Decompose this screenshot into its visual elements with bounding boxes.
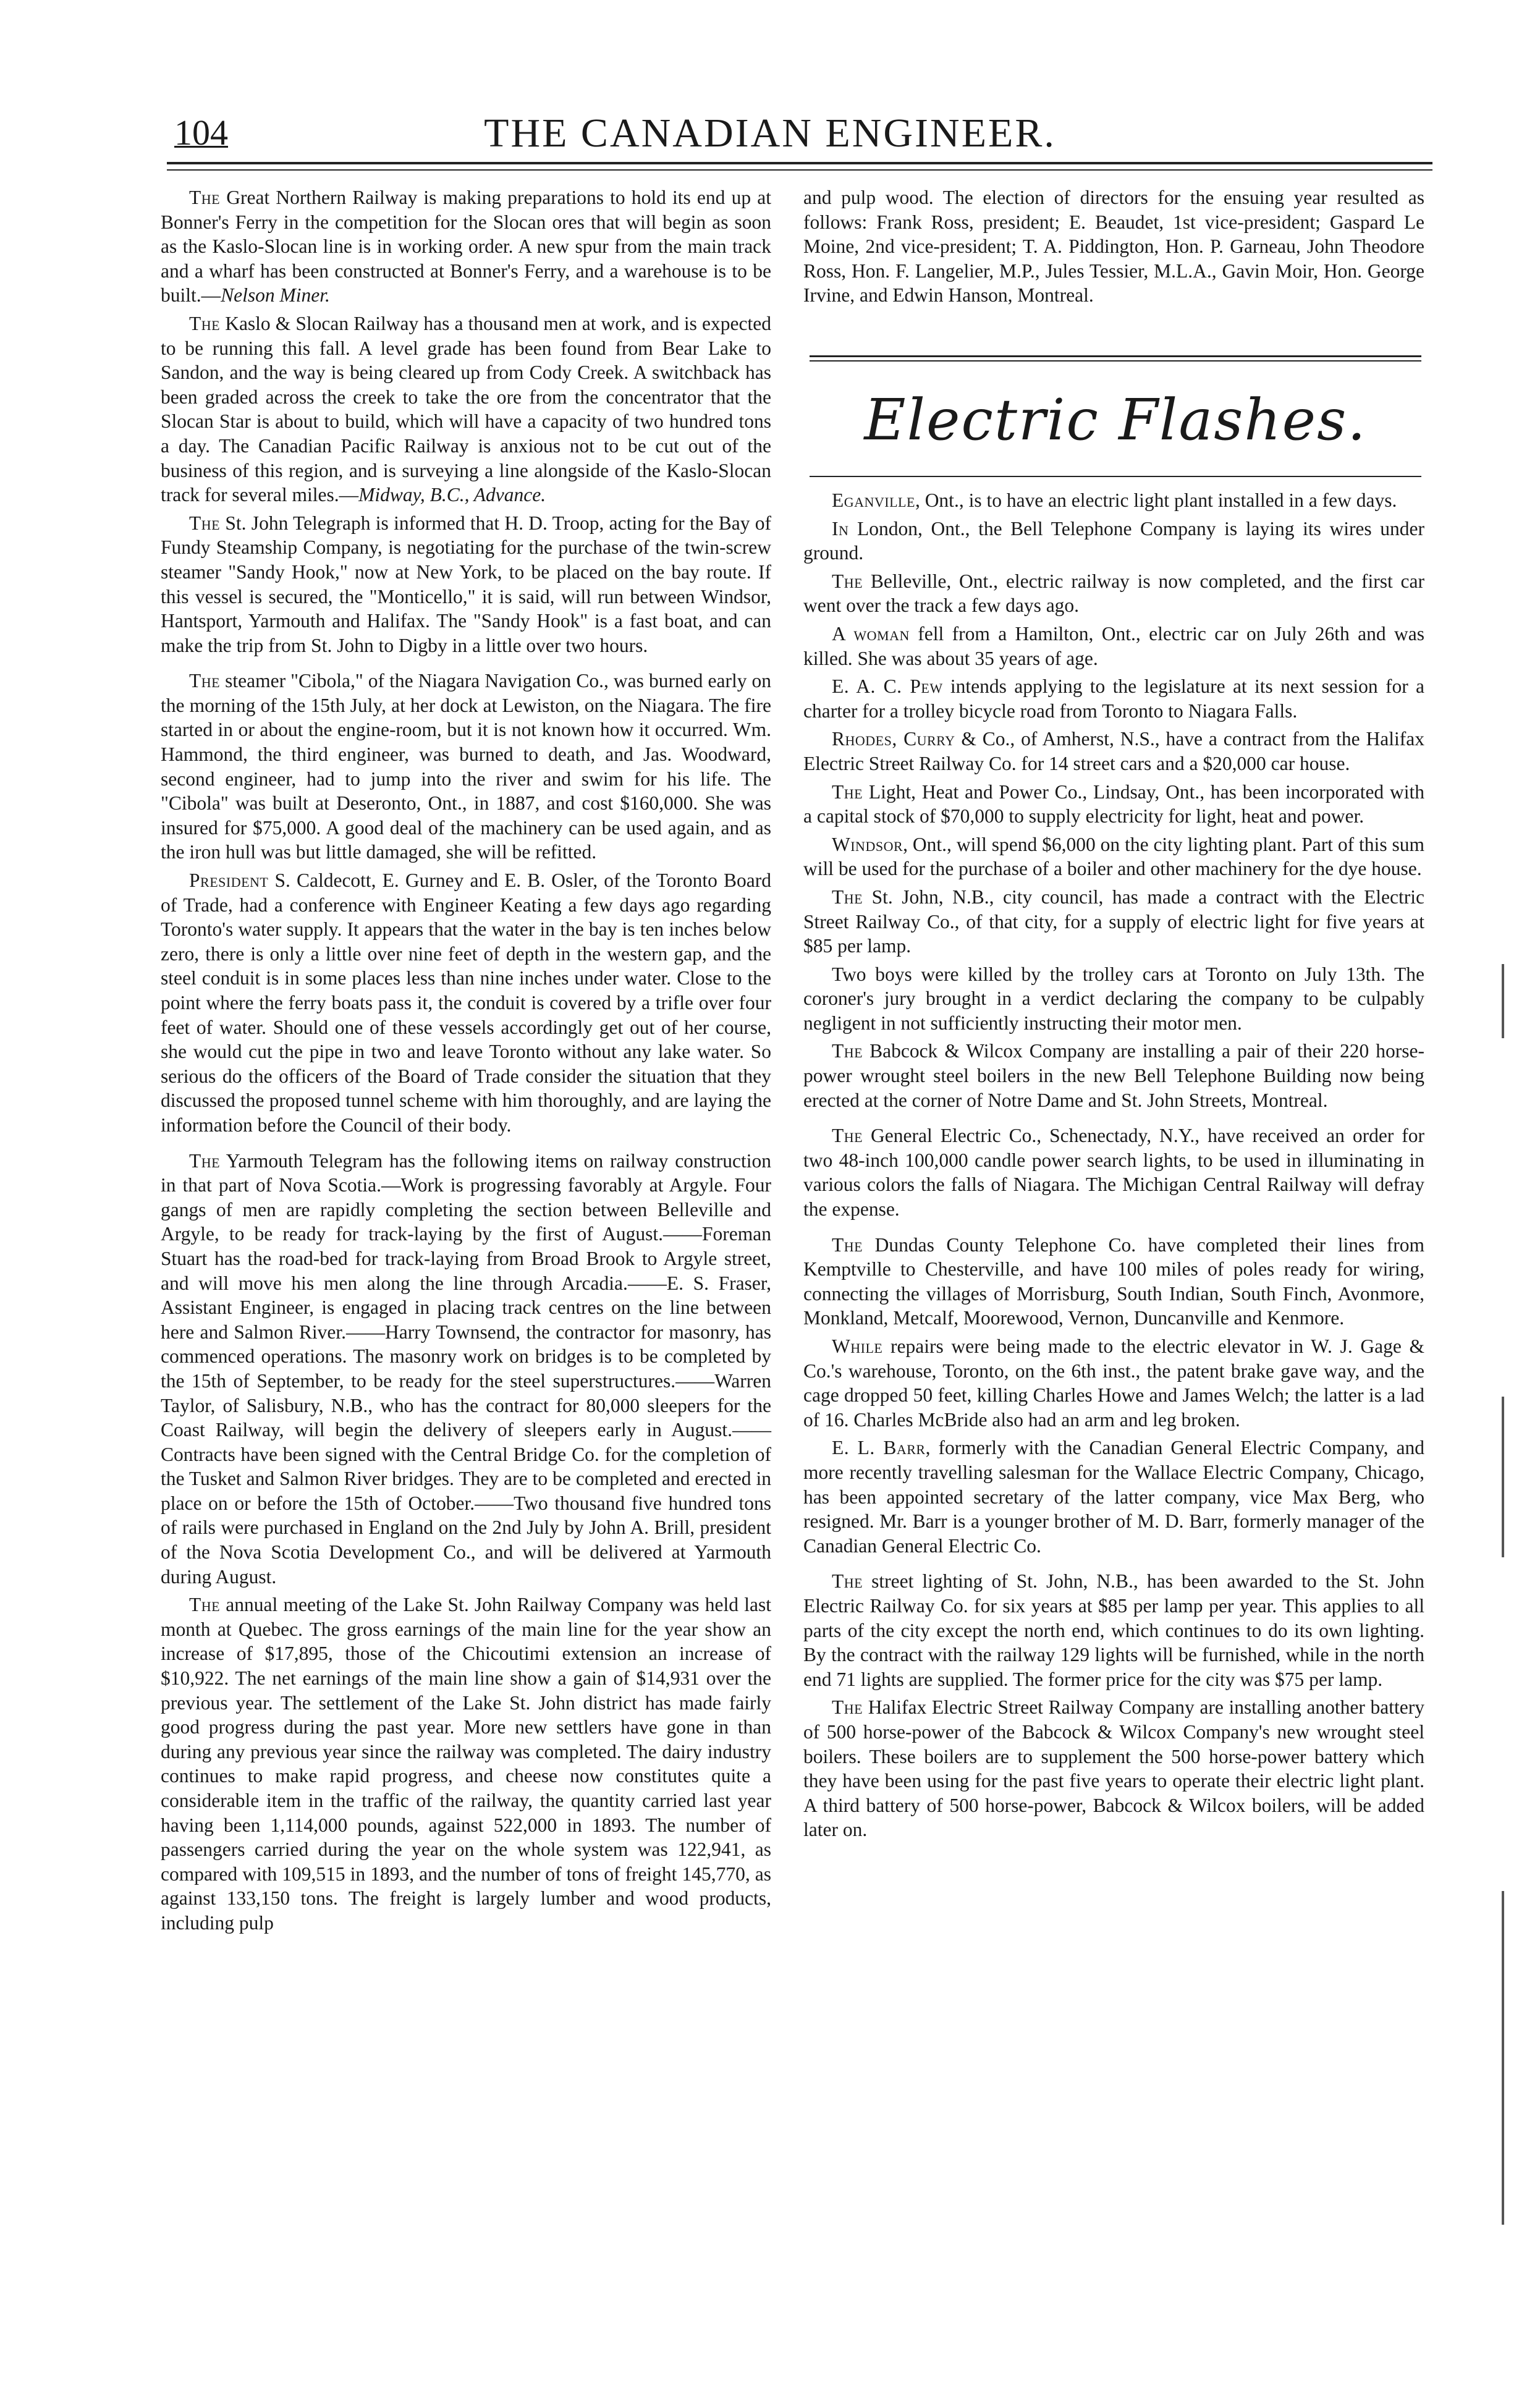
news-item — [803, 1436, 1424, 1558]
scan-edge-segment — [1502, 964, 1504, 1038]
item-lead: The — [832, 570, 863, 592]
item-text: repairs were being made to the electric elevator in W. J. Gage & Co.'s warehouse, Toronto, on the 6th inst., the patent brake gave way, and the cage dropped 50 feet, killing Charles Howe and James Welch; the latter is a lad of 16. Charles McBride also had an arm and leg broken. — [803, 1335, 1424, 1431]
news-item — [803, 780, 1424, 829]
paragraph-source: Midway, B.C., Advance. — [358, 484, 546, 506]
paragraph-lead: The — [189, 187, 221, 208]
left-column — [161, 185, 771, 1939]
item-lead: Eganville — [832, 489, 915, 511]
paragraph-lead: The — [189, 1149, 221, 1172]
news-item — [803, 727, 1424, 776]
article-paragraph — [161, 669, 771, 865]
item-lead: Rhodes, Curry — [832, 728, 955, 750]
item-lead: The — [832, 1696, 863, 1719]
section-heading: Electric Flashes. — [864, 387, 1367, 453]
item-lead: The — [832, 1125, 863, 1147]
news-item — [803, 674, 1424, 723]
item-text: General Electric Co., Schenectady, N.Y., have received an order for two 48-inch 100,000 candle power search lights, to be used in illuminating in various colors the falls of Niagara. The Michigan Central Railway will defray the expense. — [803, 1125, 1424, 1220]
paragraph-text: Yarmouth Telegram has the following items on railway construction in that part of Nova Scotia.—Work is progressing favorably at Argyle. Four gangs of men are rapidly completing the section between Belleville and Argyle, to be ready for track-laying by the first of August.——Foreman Stuart has the road-bed for track-laying from Broad Brook to Argyle street, and will move his men along the line through Arcadia.——E. S. Fraser, Assistant Engineer, is engaged in placing track centres on the line between here and Salmon River.——Harry Townsend, the contractor for masonry, has commenced operations. The masonry work on bridges is to be completed by the 15th of September, to be ready for the steel superstructures.——Warren Taylor, of Salisbury, N.B., who has the contract for 80,000 sleepers for the Coast Railway, will begin the delivery of sleepers early in August.——Contracts have been signed with the Central Bridge Co. for the completion of the Tusket and Salmon River bridges. They are to be completed and erected in place on or before the 15th of October.——Two thousand five hundred tons of rails were purchased in England on the 2nd July by John A. Brill, president of the Nova Scotia Development Co., and will be delivered at Yarmouth during August. — [161, 1149, 771, 1588]
item-text: , Ont., will spend $6,000 on the city lighting plant. Part of this sum will be used for the purchase of a boiler and other machinery for the dye house. — [803, 833, 1424, 880]
item-text: Belleville, Ont., electric railway is now completed, and the first car went over the track a few days ago. — [803, 570, 1424, 617]
item-lead: The — [832, 781, 863, 803]
header-rule-thin — [167, 169, 1432, 171]
news-item — [803, 517, 1424, 565]
item-text: , formerly with the Canadian General Electric Company, and more recently travelling salesman for the Wallace Electric Company, Chicago, has been appointed secretary of the latter company, vice Max Berg, who resigned. Mr. Barr is a younger brother of M. D. Barr, formerly manager of the Canadian General Electric Co. — [803, 1437, 1425, 1557]
paragraph-text: Kaslo & Slocan Railway has a thousand men at work, and is expected to be running this fall. A level grade has been found from Bear Lake to Sandon, and the way is being cleared up from Cody Creek. A switchback has been graded across the creek to take the ore from the concentrator that the Slocan Star is about to build, which will have a capacity of two hundred tons a day. The Canadian Pacific Railway is anxious not to be cut out of the business of this region, and is surveying a line alongside of the Kaslo-Slocan track for several miles.— — [161, 312, 771, 506]
paragraph-text: St. John Telegraph is informed that H. D. Troop, acting for the Bay of Fundy Steamship Company, is negotiating for the purchase of the twin-screw steamer "Sandy Hook," now at New York, to be placed on the bay route. If this vessel is secured, the "Monticello," it is said, will run between Windsor, Hantsport, Yarmouth and Halifax. The "Sandy Hook" is a fast boat, and can make the trip from St. John to Digby in a little over two hours. — [161, 512, 771, 656]
paragraph-lead: The — [189, 1594, 221, 1616]
news-item — [803, 1695, 1424, 1842]
item-text: street lighting of St. John, N.B., has been awarded to the St. John Electric Railway Co. for six years at $85 per lamp per year. This applies to all parts of the city except the north end, which continues to do its own lighting. By the contract with the railway 129 lights will be furnished, while in the north end 71 lights are supplied. The former price for the city was $75 per lamp. — [803, 1570, 1424, 1690]
article-paragraph — [161, 311, 771, 507]
item-text: & Co., of Amherst, N.S., have a contract from the Halifax Electric Street Railway Co. for 14 street cars and a $20,000 car house. — [803, 728, 1424, 774]
paragraph-lead: The — [189, 670, 221, 692]
paragraph-lead: President — [189, 869, 269, 892]
item-lead: While — [832, 1335, 883, 1357]
article-paragraph — [161, 185, 771, 308]
item-lead: The — [832, 886, 863, 908]
item-text: , Ont., is to have an electric light plant installed in a few days. — [915, 489, 1397, 511]
paragraph-text: annual meeting of the Lake St. John Railway Company was held last month at Quebec. The gross earnings of the main line for the year show an increase of $17,895, those of the Chicoutimi extension an increase of $10,922. The net earnings of the main line show a gain of $14,931 over the previous year. The settlement of the Lake St. John district has made fairly good progress during the past year. More new settlers have gone in than during any previous year since the railway was completed. The dairy industry continues to make rapid progress, and cheese now constitutes quite a considerable item in the traffic of the railway, the quantity carried last year having been 1,114,000 pounds, against 522,000 in 1893. The number of passengers carried during the year on the whole system was 122,941, as compared with 109,515 in 1893, and the number of tons of freight 145,770, as against 133,150 tons. The freight is largely lumber and wood products, including pulp — [161, 1594, 771, 1934]
item-lead: A woman — [832, 622, 910, 645]
news-item — [803, 622, 1424, 671]
article-paragraph — [161, 1593, 771, 1935]
section-heading-rule — [810, 476, 1421, 477]
item-lead: The — [832, 1040, 863, 1062]
masthead-title: THE CANADIAN ENGINEER. — [484, 111, 1056, 156]
item-lead: Windsor — [832, 833, 903, 855]
right-column-continuation — [803, 185, 1424, 311]
paragraph-source: Nelson Miner. — [221, 284, 330, 307]
page-number: 104 — [174, 112, 228, 153]
item-text: Dundas County Telephone Co. have completed their lines from Kemptville to Chesterville, and have 100 miles of poles ready for wiring, connecting the villages of Morrisburg, South Indian, South Finch, Avonmore, Monkland, Metcalf, Moorewood, Vernon, Duncanville and Kenmore. — [803, 1233, 1424, 1329]
news-item — [803, 1123, 1424, 1221]
continuation-paragraph: and pulp wood. The election of directors for the ensuing year resulted as follows: Frank Ross, president; E. Beaudet, 1st vice-president; Gaspard Le Moine, 2nd vice-president; T. A. Piddington, Hon. P. Garneau, John Theodore Ross, Hon. F. Langelier, M.P., Jules Tessier, M.L.A., Gavin Moir, Hon. George Irvine, and Edwin Hanson, Montreal. — [803, 187, 1424, 307]
item-text: Babcock & Wilcox Company are installing a pair of their 220 horse-power wrought steel boilers in the new Bell Telephone Building now being erected at the corner of Notre Dame and St. John Streets, Montreal. — [803, 1040, 1424, 1111]
paragraph-text: steamer "Cibola," of the Niagara Navigation Co., was burned early on the morning of the 15th July, at her dock at Lewiston, on the Niagara. The fire started in or about the engine-room, but it is not known how it occurred. Wm. Hammond, the third engineer, was burned to death, and Jas. Woodward, second engineer, had to jump into the river and swim for his life. The "Cibola" was built at Deseronto, Ont., in 1887, and cost $160,000. She was insured for $75,000. A good deal of the machinery can be used again, and as the iron hull was but little damaged, she will be refitted. — [161, 670, 771, 863]
paragraph-lead: The — [189, 512, 221, 534]
header-rule-thick — [167, 162, 1432, 164]
scan-edge-segment — [1502, 1891, 1504, 2225]
electric-flashes-column — [803, 488, 1424, 1846]
news-item — [803, 885, 1424, 958]
item-text: intends applying to the legislature at its next session for a charter for a trolley bicycle road from Toronto to Niagara Falls. — [803, 675, 1425, 722]
section-rule-thick — [810, 355, 1421, 357]
item-lead: E. A. C. Pew — [832, 675, 943, 698]
item-text: Halifax Electric Street Railway Company are installing another battery of 500 horse-power of the Babcock & Wilcox Company's new wrought steel boilers. These boilers are to supplement the 500 horse-power battery which they have been using for the past five years to operate their electric light plant. A third battery of 500 horse-power, Babcock & Wilcox boilers, will be added later on. — [803, 1696, 1424, 1841]
news-item — [803, 1569, 1424, 1691]
news-item — [803, 488, 1424, 513]
item-text: St. John, N.B., city council, has made a contract with the Electric Street Railway Co., of that city, for a supply of electric light for five years at $85 per lamp. — [803, 886, 1424, 957]
news-item — [803, 962, 1424, 1036]
item-lead: E. L. Barr — [832, 1437, 926, 1459]
news-item — [803, 1334, 1424, 1432]
article-paragraph — [161, 868, 771, 1138]
news-item — [803, 569, 1424, 618]
paragraph-text: S. Caldecott, E. Gurney and E. B. Osler, of the Toronto Board of Trade, had a conference with Engineer Keating a few days ago regarding Toronto's water supply. It appears that the water in the bay is ten inches below zero, there is only a little over nine feet of depth in the western gap, and the steel conduit is in some places less than nine inches under water. Close to the point where the ferry boats pass it, the conduit is covered by a trifle over four feet of water. Should one of these vessels accordingly get out of her course, she would cut the pipe in two and leave Toronto without any lake water. So serious do the officers of the Board of Trade consider the situation that they discussed the proposed tunnel scheme with him thoroughly, and are laying the information before the Council of their body. — [161, 869, 771, 1136]
item-lead: In — [832, 517, 849, 539]
scan-edge-segment — [1502, 1397, 1504, 1557]
news-item — [803, 1039, 1424, 1112]
article-paragraph — [161, 511, 771, 658]
article-paragraph — [161, 1149, 771, 1589]
item-lead: The — [832, 1233, 863, 1256]
news-item — [803, 832, 1424, 881]
scan-edge-mark — [1502, 964, 1505, 2231]
item-text: London, Ont., the Bell Telephone Company is laying its wires under ground. — [803, 517, 1424, 564]
item-text: boys were killed by the trolley cars at Toronto on July 13th. The coroner's jury brought in a verdict declaring the company to be culpably negligent in not sufficiently instructing their motor men. — [803, 963, 1424, 1034]
news-item — [803, 1233, 1424, 1330]
paragraph-text: Great Northern Railway is making preparations to hold its end up at Bonner's Ferry in the competition for the Slocan ores that will begin as soon as the Kaslo-Slocan line is in working order. A new spur from the main track and a wharf has been constructed at Bonner's Ferry, and a warehouse is to be built.— — [161, 187, 771, 307]
section-rule-thin — [810, 360, 1421, 362]
item-lead: The — [832, 1570, 863, 1593]
item-text: fell from a Hamilton, Ont., electric car on July 26th and was killed. She was about 35 years of age. — [803, 622, 1424, 669]
item-lead: Two — [832, 963, 866, 985]
item-text: Light, Heat and Power Co., Lindsay, Ont., has been incorporated with a capital stock of $70,000 to supply electricity for light, heat and power. — [803, 781, 1424, 827]
paragraph-lead: The — [189, 312, 221, 334]
